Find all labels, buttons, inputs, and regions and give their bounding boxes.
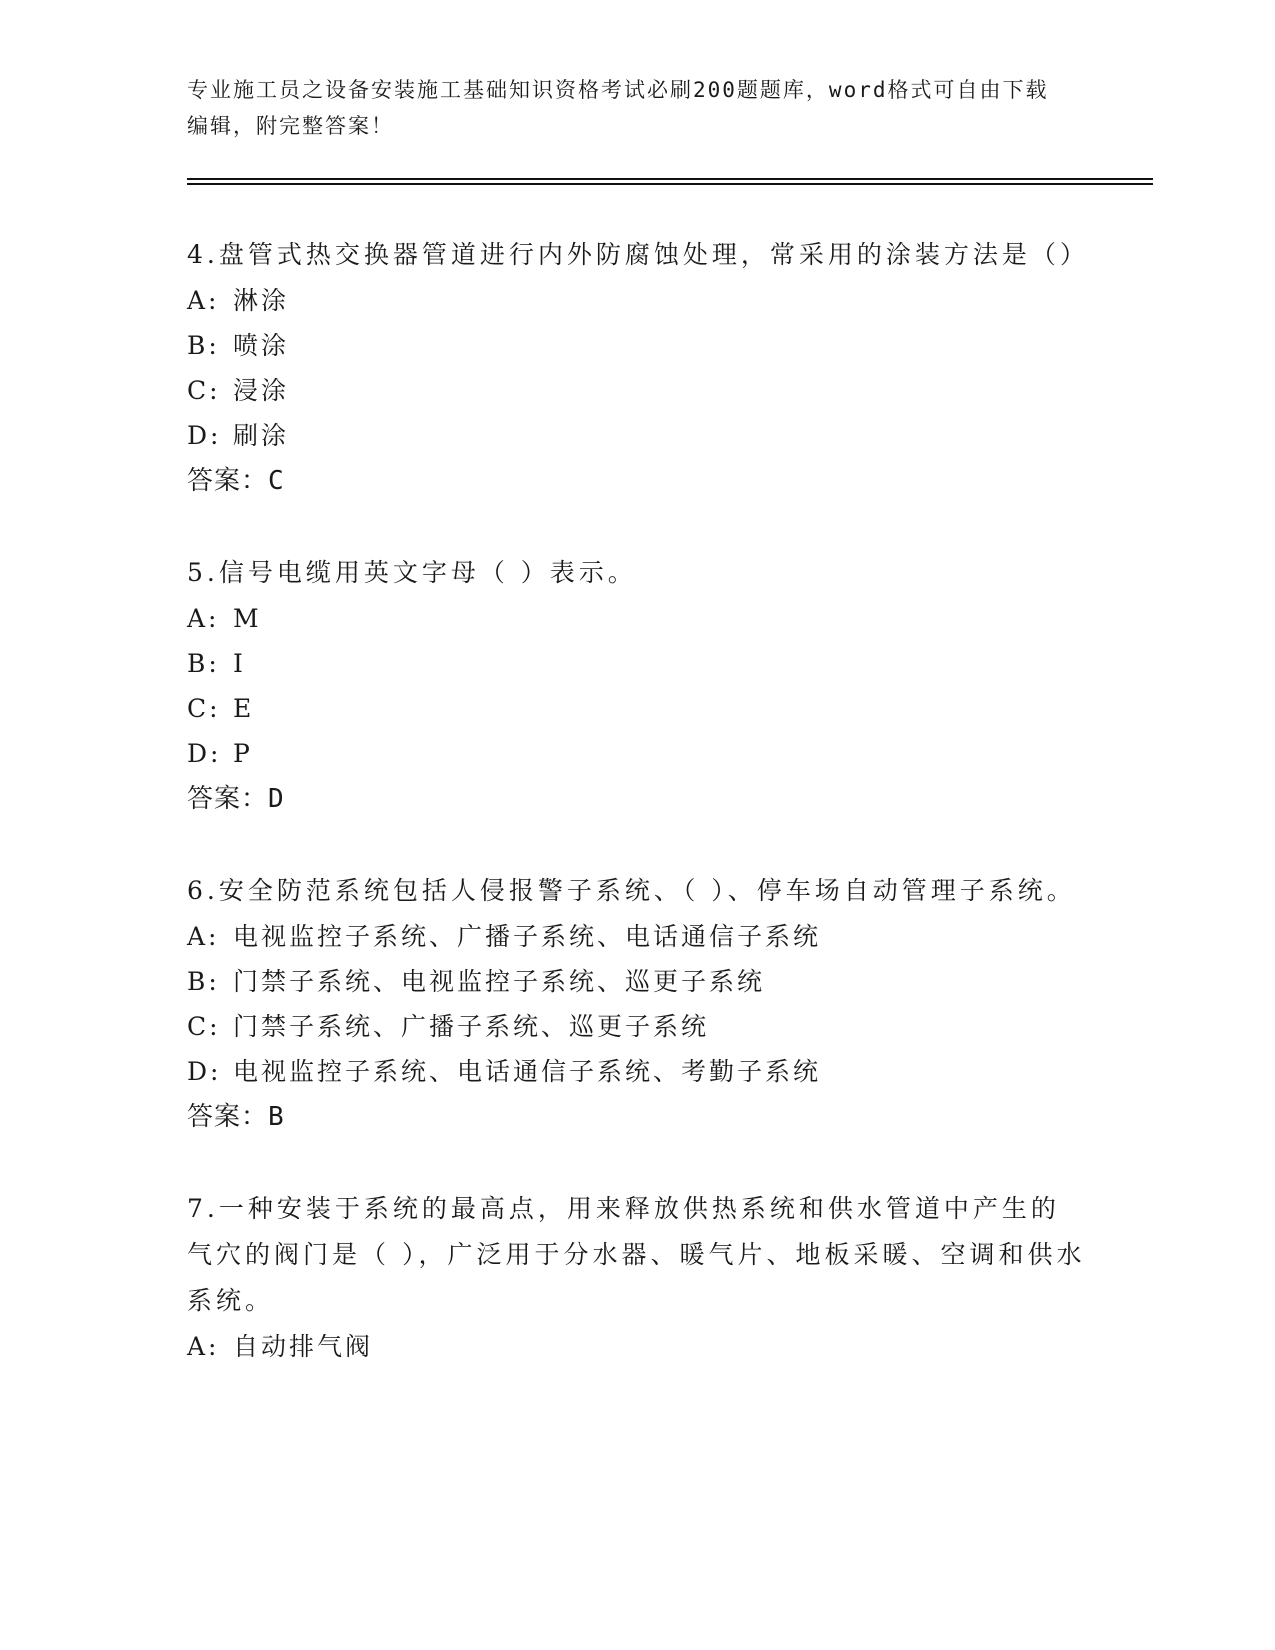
option-text: 喷涂 <box>233 331 290 360</box>
option-text: E <box>233 694 255 723</box>
option-text: 电视监控子系统、广播子系统、电话通信子系统 <box>233 922 822 951</box>
option-text: 自动排气阀 <box>233 1332 374 1361</box>
question-list <box>187 232 1087 1415</box>
option-letter: B: <box>187 967 220 996</box>
option-letter: A: <box>187 286 220 315</box>
option-text: P <box>233 739 253 768</box>
option-text: 门禁子系统、电视监控子系统、巡更子系统 <box>233 967 766 996</box>
option-b <box>187 959 1087 1004</box>
option-letter: A: <box>187 604 220 633</box>
question-stem: 5.信号电缆用英文字母（ ）表示。 <box>187 558 637 587</box>
question-4 <box>187 232 1087 504</box>
option-b <box>187 323 1087 368</box>
header-title: 专业施工员之设备安装施工基础知识资格考试必刷200题题库，word格式可自由下载编辑，附完整答案！ <box>187 78 1049 138</box>
option-c <box>187 368 1087 413</box>
question-5 <box>187 550 1087 822</box>
question-7 <box>187 1186 1087 1369</box>
option-letter: C: <box>187 1012 221 1041</box>
answer-label: 答案：D <box>187 784 285 814</box>
option-letter: A: <box>187 922 220 951</box>
option-b <box>187 641 1087 686</box>
question-stem: 7.一种安装于系统的最高点，用来释放供热系统和供水管道中产生的气穴的阀门是（ ），广泛用于分水器、暖气片、地板采暖、空调和供水系统。 <box>187 1194 1086 1315</box>
option-a <box>187 278 1087 323</box>
option-a <box>187 596 1087 641</box>
option-a <box>187 914 1087 959</box>
option-d <box>187 731 1087 776</box>
option-letter: B: <box>187 331 220 360</box>
option-text: M <box>233 604 262 633</box>
option-letter: D: <box>187 421 222 450</box>
option-letter: C: <box>187 694 221 723</box>
option-letter: D: <box>187 739 222 768</box>
question-stem: 4.盘管式热交换器管道进行内外防腐蚀处理，常采用的涂装方法是（） <box>187 240 1089 269</box>
option-text: 电视监控子系统、电话通信子系统、考勤子系统 <box>233 1057 822 1086</box>
header-divider-bottom <box>187 183 1153 185</box>
question-6 <box>187 868 1087 1140</box>
option-letter: C: <box>187 376 221 405</box>
header-divider-top <box>187 178 1153 180</box>
option-text: 淋涂 <box>233 286 290 315</box>
option-d <box>187 1049 1087 1094</box>
option-letter: D: <box>187 1057 222 1086</box>
question-stem: 6.安全防范系统包括人侵报警子系统、（ ）、停车场自动管理子系统。 <box>187 876 1076 905</box>
option-text: I <box>233 649 246 678</box>
option-letter: A: <box>187 1332 220 1361</box>
option-a <box>187 1324 1087 1369</box>
document-header <box>187 72 1067 144</box>
option-d <box>187 413 1087 458</box>
option-text: 刷涂 <box>233 421 290 450</box>
option-text: 浸涂 <box>233 376 290 405</box>
option-text: 门禁子系统、广播子系统、巡更子系统 <box>233 1012 710 1041</box>
answer-label: 答案：C <box>187 466 285 496</box>
option-c <box>187 1004 1087 1049</box>
option-c <box>187 686 1087 731</box>
answer-label: 答案：B <box>187 1102 285 1132</box>
option-letter: B: <box>187 649 220 678</box>
